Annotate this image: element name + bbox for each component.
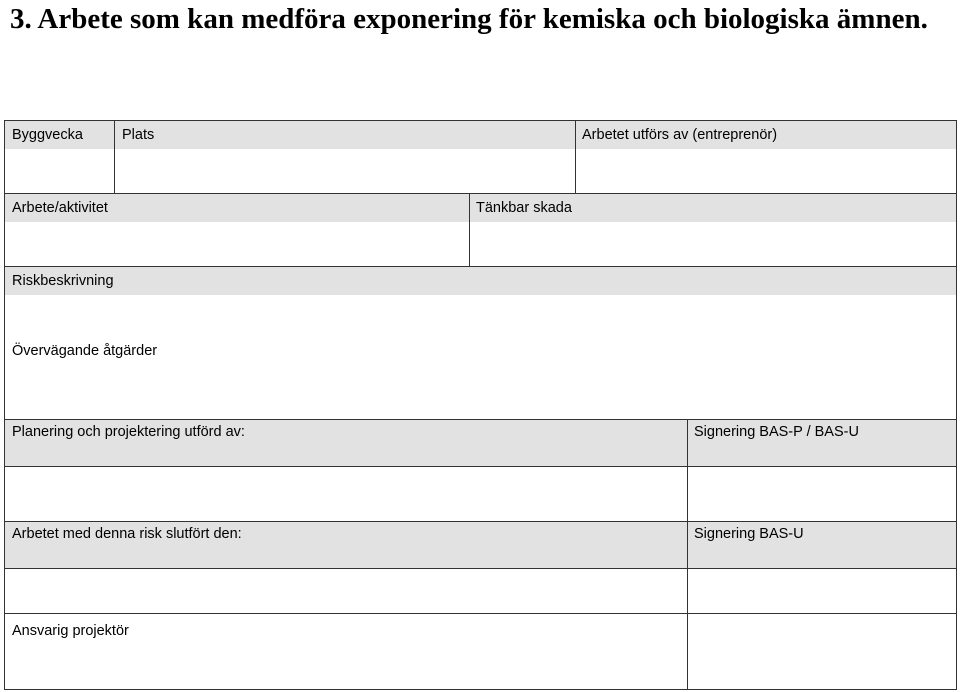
divider: [114, 121, 115, 193]
exposure-form: [4, 120, 957, 690]
byggvecka-label: Byggvecka: [12, 127, 83, 143]
riskbeskrivning-label: Riskbeskrivning: [12, 273, 114, 289]
riskbeskrivning-field[interactable]: [5, 295, 956, 339]
slutfort-label: Arbetet med denna risk slutfört den:: [12, 526, 242, 542]
planering-label: Planering och projektering utförd av:: [12, 424, 245, 440]
signering-basu-label: Signering BAS-U: [694, 526, 804, 542]
divider: [469, 194, 470, 266]
byggvecka-field[interactable]: [5, 149, 114, 193]
plats-field[interactable]: [115, 149, 575, 193]
signering-basu-field[interactable]: [688, 569, 956, 613]
planering-field[interactable]: [5, 467, 687, 521]
row3-header-bg: [5, 267, 956, 295]
slutfort-field[interactable]: [5, 569, 687, 613]
ansvarig-signature-field[interactable]: [688, 614, 956, 689]
signering-basp-field[interactable]: [688, 467, 956, 521]
plats-label: Plats: [122, 127, 155, 143]
tankbar-skada-label: Tänkbar skada: [476, 200, 572, 216]
signering-basp-label: Signering BAS-P / BAS-U: [694, 424, 859, 440]
divider: [687, 420, 688, 689]
aktivitet-field[interactable]: [5, 222, 469, 266]
atgarder-label: Övervägande åtgärder: [12, 343, 158, 359]
tankbar-skada-field[interactable]: [470, 222, 956, 266]
page-title: 3. Arbete som kan medföra exponering för kemiska och biologiska ämnen.: [10, 3, 928, 35]
ansvarig-label: Ansvarig projektör: [12, 623, 129, 639]
atgarder-field[interactable]: [5, 361, 956, 419]
utfors-av-label: Arbetet utförs av (entreprenör): [582, 127, 778, 143]
ansvarig-field[interactable]: [5, 641, 687, 689]
aktivitet-label: Arbete/aktivitet: [12, 200, 108, 216]
utfors-av-field[interactable]: [576, 149, 956, 193]
divider: [575, 121, 576, 193]
